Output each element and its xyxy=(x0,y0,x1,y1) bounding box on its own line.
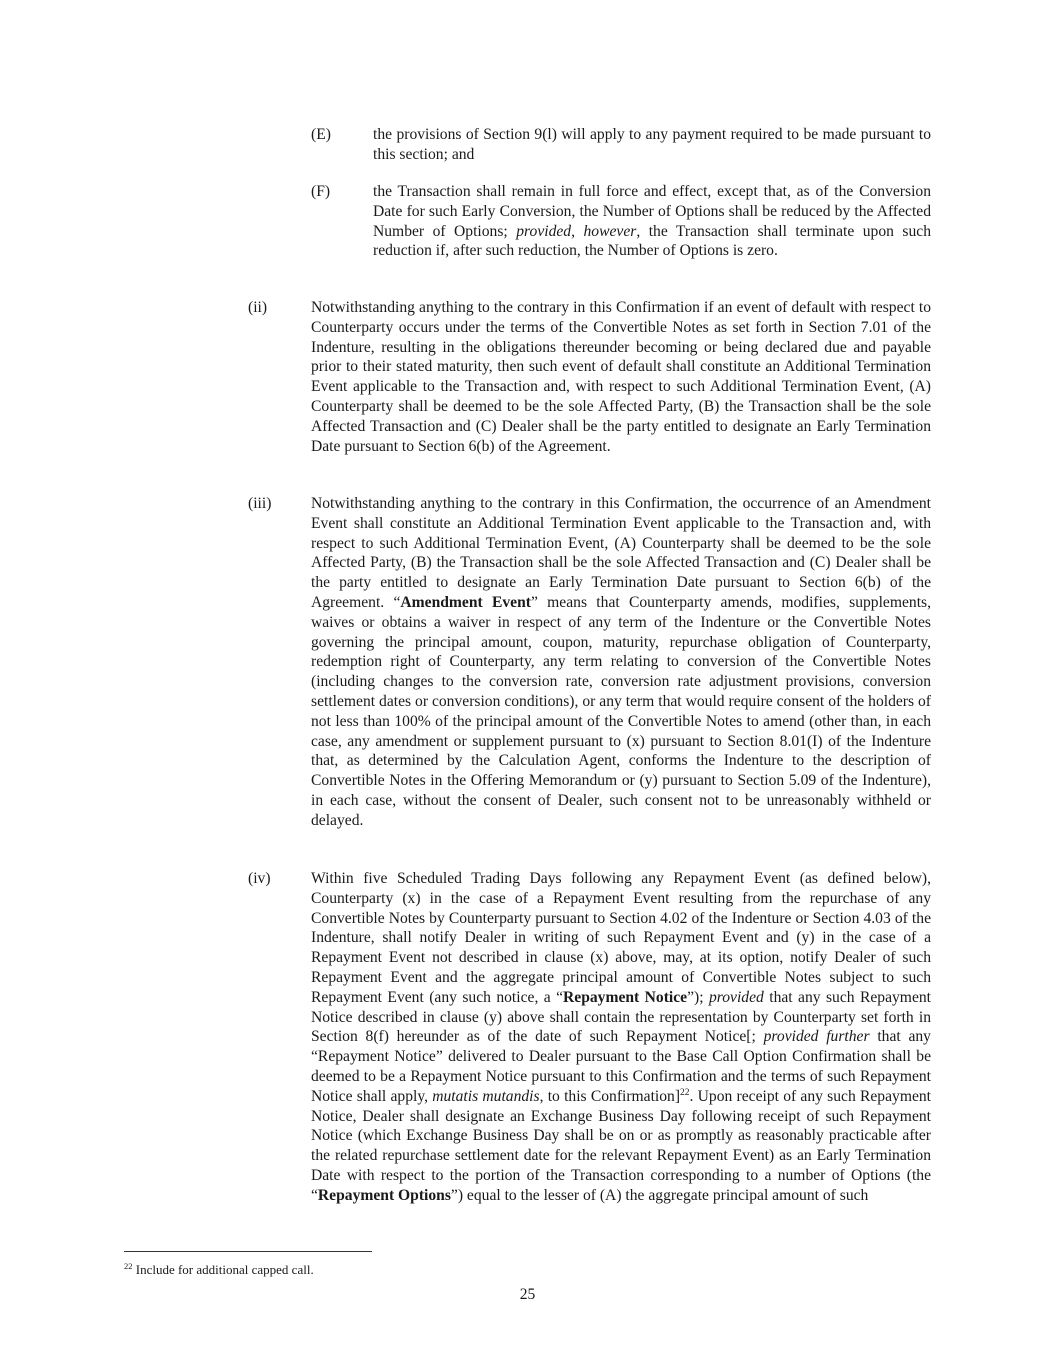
footnote xyxy=(124,1262,314,1278)
italic-text: provided xyxy=(708,988,764,1006)
clause-label: (F) xyxy=(311,183,331,200)
defined-term: Repayment Notice xyxy=(563,988,688,1006)
defined-term: Repayment Options xyxy=(317,1186,451,1204)
clause-label: (ii) xyxy=(248,299,268,316)
clause-label: (iii) xyxy=(248,495,272,512)
footnote-text: Include for additional capped call. xyxy=(132,1262,314,1277)
clause-text: the Transaction shall remain in full force and effect, except that, as of the Conversion Date for such Early Conversion, the Number of Options shall be reduced by the Affected Number of Options; provided, however, the Transaction shall terminate upon such reduction if, after such reduction, the Number of Options is zero. xyxy=(373,183,931,260)
clause-text: Within five Scheduled Trading Days following any Repayment Event (as defined below), Counterparty (x) in the case of a Repayment Event resulting from the repurchase of any Convertible Notes by Counterparty pursuant to Section 4.02 of the Indenture or Section 4.03 of the Indenture, shall notify Dealer in writing of such Repayment Event and (y) in the case of a Repayment Event not described in clause (x) above, may, at its option, notify Dealer of such Repayment Event and the aggregate principal amount of Convertible Notes subject to such Repayment Event (any such notice, a “Repayment Notice”); provided that any such Repayment Notice described in clause (y) above shall contain the representation by Counterparty set forth in Section 8(f) hereunder as of the date of such Repayment Notice[; provided further that any “Repayment Notice” delivered to Dealer pursuant to the Base Call Option Confirmation shall be deemed to be a Repayment Notice pursuant to this Confirmation and the terms of such Repayment Notice shall apply, mutatis mutandis, to this Confirmation]$^{22}$. Upon receipt of any such Repayment Notice, Dealer shall designate an Exchange Business Day following receipt of such Repayment Notice (which Exchange Business Day shall be on or as promptly as reasonably practicable after the related repurchase settlement date for the relevant Repayment Event) as an Early Termination Date with respect to the portion of the Transaction corresponding to a number of Options (the “Repayment Options”) equal to the lesser of (A) the aggregate principal amount of such xyxy=(311,870,931,1204)
italic-text: provided further xyxy=(763,1028,870,1046)
clause-text: Notwithstanding anything to the contrary in this Confirmation if an event of default with respect to Counterparty occurs under the terms of the Convertible Notes as set forth in Section 7.01 of the Indenture, resulting in the obligations thereunder becoming or being declared due and payable prior to their stated maturity, then such event of default shall constitute an Additional Termination Event applicable to the Transaction and, with respect to such Additional Termination Event, (A) Counterparty shall be deemed to be the sole Affected Party, (B) the Transaction shall be the sole Affected Transaction and (C) Dealer shall be the party entitled to designate an Early Termination Date pursuant to Section 6(b) of the Agreement. xyxy=(311,299,931,455)
footnote-divider xyxy=(124,1251,372,1252)
footnote-mark: 22 xyxy=(124,1261,133,1271)
italic-text: provided, however xyxy=(516,222,637,240)
page-number: 25 xyxy=(519,1286,536,1303)
footnote-reference[interactable]: 22 xyxy=(680,1087,690,1098)
clause-label: (E) xyxy=(311,126,331,143)
defined-term: Amendment Event xyxy=(400,593,531,611)
clause-text: the provisions of Section 9(l) will apply to any payment required to be made pursuant to this section; and xyxy=(373,126,931,163)
clause-label: (iv) xyxy=(248,870,271,887)
clause-text: Notwithstanding anything to the contrary in this Confirmation, the occurrence of an Amendment Event shall constitute an Additional Termination Event applicable to the Transaction and, with respect to such Additional Termination Event, (A) Counterparty shall be deemed to be the sole Affected Party, (B) the Transaction shall be the sole Affected Transaction and (C) Dealer shall be the party entitled to designate an Early Termination Date pursuant to Section 6(b) of the Agreement. “Amendment Event” means that Counterparty amends, modifies, supplements, waives or obtains a waiver in respect of any term of the Indenture or the Convertible Notes governing the principal amount, coupon, maturity, repurchase obligation of Counterparty, redemption right of Counterparty, any term relating to conversion of the Convertible Notes (including changes to the conversion rate, conversion rate adjustment provisions, conversion settlement dates or conversion conditions), or any term that would require consent of the holders of not less than 100% of the principal amount of the Convertible Notes to amend (other than, in each case, any amendment or supplement pursuant to (x) pursuant to Section 8.01(I) of the Indenture that, as determined by the Calculation Agent, conforms the Indenture to the description of Convertible Notes in the Offering Memorandum or (y) pursuant to Section 5.09 of the Indenture), in each case, without the consent of Dealer, such consent not to be unreasonably withheld or delayed. xyxy=(311,495,931,829)
italic-text: mutatis mutandis xyxy=(432,1087,540,1105)
